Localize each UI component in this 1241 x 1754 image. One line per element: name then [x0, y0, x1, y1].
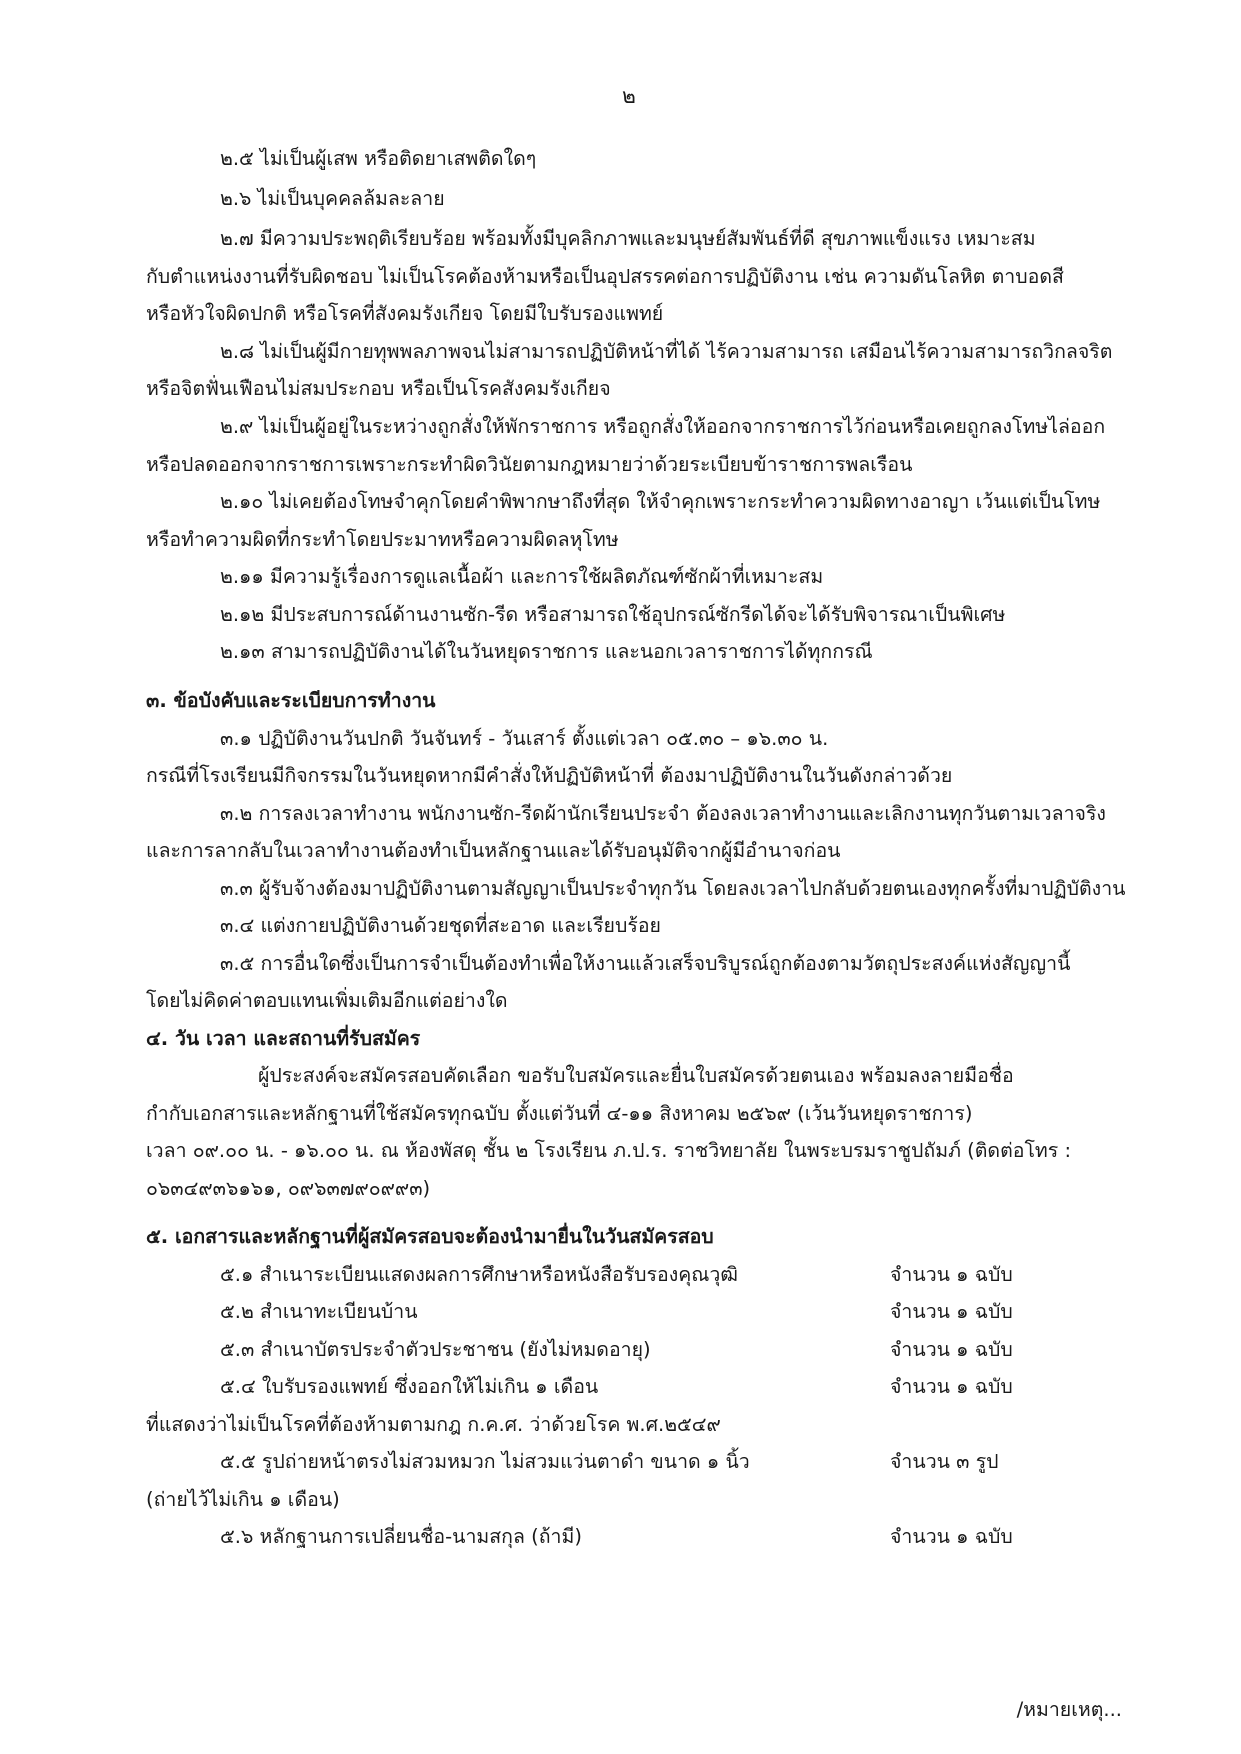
document-line: ๒.๑๓ สามารถปฏิบัติงานได้ในวันหยุดราชการ และนอกเวลาราชการได้ทุกกรณี: [220, 640, 873, 663]
quantity-label: จำนวน ๑ ฉบับ: [890, 1263, 1013, 1286]
document-line: หรือจิตฟั่นเฟือนไม่สมประกอบ หรือเป็นโรคสังคมรังเกียจ: [146, 377, 611, 400]
document-line: ๒.๑๑ มีความรู้เรื่องการดูแลเนื้อผ้า และการใช้ผลิตภัณฑ์ซักผ้าที่เหมาะสม: [220, 565, 824, 588]
document-line: ๕.๒ สำเนาทะเบียนบ้าน: [220, 1300, 418, 1323]
quantity-label: จำนวน ๑ ฉบับ: [890, 1300, 1013, 1323]
document-line: หรือหัวใจผิดปกติ หรือโรคที่สังคมรังเกียจ โดยมีใบรับรองแพทย์: [146, 302, 664, 325]
document-line: ผู้ประสงค์จะสมัครสอบคัดเลือก ขอรับใบสมัครและยื่นใบสมัครด้วยตนเอง พร้อมลงลายมือชื่อ: [258, 1064, 1014, 1087]
document-line: ๓.๓ ผู้รับจ้างต้องมาปฏิบัติงานตามสัญญาเป็นประจำทุกวัน โดยลงเวลาไปกลับด้วยตนเองทุกครั้งที่มาปฏิบัติงาน: [220, 877, 1126, 900]
document-line: เวลา ๐๙.๐๐ น. - ๑๖.๐๐ น. ณ ห้องพัสดุ ชั้น ๒ โรงเรียน ภ.ป.ร. ราชวิทยาลัย ในพระบรมราชูปถัมภ์ (ติดต่อโทร :: [146, 1139, 1072, 1162]
document-line: ๐๖๓๔๙๓๖๑๖๑, ๐๙๖๓๗๙๐๙๙๓): [146, 1177, 431, 1200]
document-line: กรณีที่โรงเรียนมีกิจกรรมในวันหยุดหากมีคำสั่งให้ปฏิบัติหน้าที่ ต้องมาปฏิบัติงานในวันดังกล่าวด้วย: [146, 764, 953, 787]
section-heading: ๕. เอกสารและหลักฐานที่ผู้สมัครสอบจะต้องนำมายื่นในวันสมัครสอบ: [146, 1225, 714, 1248]
quantity-label: จำนวน ๑ ฉบับ: [890, 1338, 1013, 1361]
section-heading: ๔. วัน เวลา และสถานที่รับสมัคร: [146, 1027, 421, 1050]
document-line: ๓.๑ ปฏิบัติงานวันปกติ วันจันทร์ - วันเสาร์ ตั้งแต่เวลา ๐๕.๓๐ – ๑๖.๓๐ น.: [220, 727, 829, 750]
document-line: ที่แสดงว่าไม่เป็นโรคที่ต้องห้ามตามกฎ ก.ค.ศ. ว่าด้วยโรค พ.ศ.๒๕๔๙: [146, 1413, 721, 1436]
document-line: ๒.๕ ไม่เป็นผู้เสพ หรือติดยาเสพติดใดๆ: [220, 147, 537, 170]
document-line: ๓.๔ แต่งกายปฏิบัติงานด้วยชุดที่สะอาด และเรียบร้อย: [220, 914, 661, 937]
quantity-label: จำนวน ๑ ฉบับ: [890, 1375, 1013, 1398]
document-line: ๒.๑๒ มีประสบการณ์ด้านงานซัก-รีด หรือสามารถใช้อุปกรณ์ซักรีดได้จะได้รับพิจารณาเป็นพิเศษ: [220, 603, 1006, 626]
document-line: ๕.๕ รูปถ่ายหน้าตรงไม่สวมหมวก ไม่สวมแว่นตาดำ ขนาด ๑ นิ้ว: [220, 1450, 750, 1473]
page-number: ๒: [622, 84, 636, 108]
document-line: หรือปลดออกจากราชการเพราะกระทำผิดวินัยตามกฎหมายว่าด้วยระเบียบข้าราชการพลเรือน: [146, 453, 913, 476]
document-line: ๒.๖ ไม่เป็นบุคคลล้มละลาย: [220, 187, 445, 210]
document-line: กับตำแหน่งงานที่รับผิดชอบ ไม่เป็นโรคต้องห้ามหรือเป็นอุปสรรคต่อการปฏิบัติงาน เช่น ความดันโลหิต ตาบอดสี: [146, 265, 1064, 288]
document-line: ๕.๓ สำเนาบัตรประจำตัวประชาชน (ยังไม่หมดอายุ): [220, 1338, 651, 1361]
document-line: ๓.๒ การลงเวลาทำงาน พนักงานซัก-รีดผ้านักเรียนประจำ ต้องลงเวลาทำงานและเลิกงานทุกวันตามเวลาจริง: [220, 802, 1106, 825]
document-line: ๒.๑๐ ไม่เคยต้องโทษจำคุกโดยคำพิพากษาถึงที่สุด ให้จำคุกเพราะกระทำความผิดทางอาญา เว้นแต่เป็นโทษ: [220, 490, 1101, 513]
document-line: โดยไม่คิดค่าตอบแทนเพิ่มเติมอีกแต่อย่างใด: [146, 989, 508, 1012]
document-line: ๕.๔ ใบรับรองแพทย์ ซึ่งออกให้ไม่เกิน ๑ เดือน: [220, 1375, 599, 1398]
section-heading: ๓. ข้อบังคับและระเบียบการทำงาน: [146, 689, 436, 712]
document-line: หรือทำความผิดที่กระทำโดยประมาทหรือความผิดลหุโทษ: [146, 528, 619, 551]
document-line: ๒.๗ มีความประพฤติเรียบร้อย พร้อมทั้งมีบุคลิกภาพและมนุษย์สัมพันธ์ที่ดี สุขภาพแข็งแรง เหมาะสม: [220, 227, 1036, 250]
document-line: ๒.๘ ไม่เป็นผู้มีกายทุพพลภาพจนไม่สามารถปฏิบัติหน้าที่ได้ ไร้ความสามารถ เสมือนไร้ความสามารถวิกลจริต: [220, 340, 1113, 363]
quantity-label: จำนวน ๑ ฉบับ: [890, 1525, 1013, 1548]
document-line: ๕.๖ หลักฐานการเปลี่ยนชื่อ-นามสกุล (ถ้ามี): [220, 1525, 582, 1548]
document-line: และการลากลับในเวลาทำงานต้องทำเป็นหลักฐานและได้รับอนุมัติจากผู้มีอำนาจก่อน: [146, 839, 841, 862]
quantity-label: จำนวน ๓ รูป: [890, 1450, 999, 1473]
document-line: ๓.๕ การอื่นใดซึ่งเป็นการจำเป็นต้องทำเพื่อให้งานแล้วเสร็จบริบูรณ์ถูกต้องตามวัตถุประสงค์แห่งสัญญานี้: [220, 952, 1071, 975]
document-line: กำกับเอกสารและหลักฐานที่ใช้สมัครทุกฉบับ ตั้งแต่วันที่ ๔-๑๑ สิงหาคม ๒๕๖๙ (เว้นวันหยุดราชการ): [146, 1102, 973, 1125]
continuation-footer: /หมายเหตุ...: [1016, 1698, 1122, 1721]
document-line: ๕.๑ สำเนาระเบียนแสดงผลการศึกษาหรือหนังสือรับรองคุณวุฒิ: [220, 1263, 738, 1286]
document-line: ๒.๙ ไม่เป็นผู้อยู่ในระหว่างถูกสั่งให้พักราชการ หรือถูกสั่งให้ออกจากราชการไว้ก่อนหรือเคยถูกลงโทษไล่ออก: [220, 415, 1106, 438]
document-line: (ถ่ายไว้ไม่เกิน ๑ เดือน): [146, 1488, 340, 1511]
